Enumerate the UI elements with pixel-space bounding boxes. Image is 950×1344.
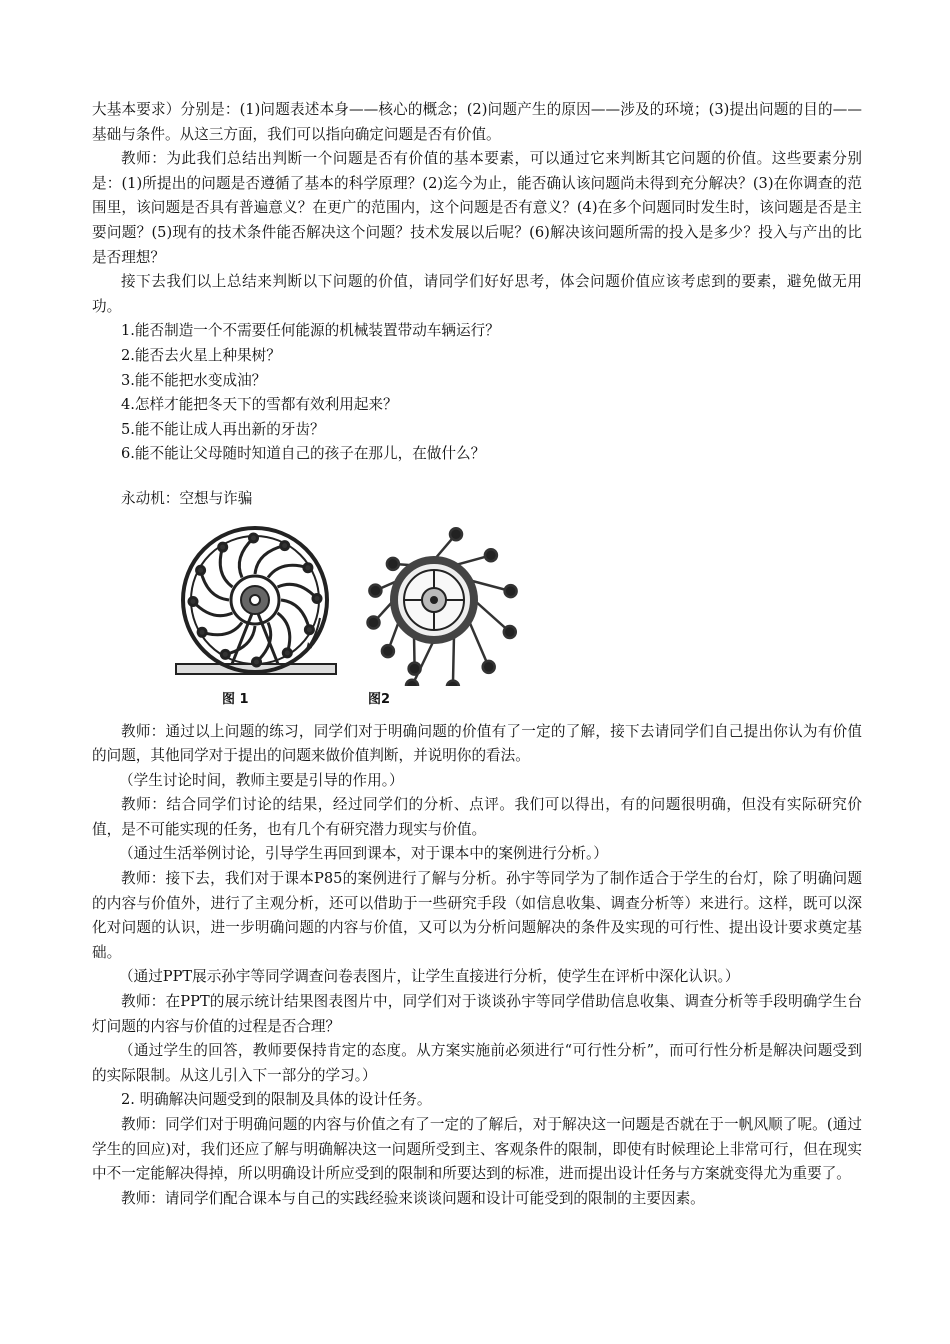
paragraph-teacher-2: 教师：结合同学们讨论的结果，经过同学们的分析、点评。我们可以得出，有的问题很明确，但没有实际研究价值，是不可能实现的任务，也有几个有研究潜力现实与价值。 — [92, 796, 862, 838]
figure-section-title: 永动机：空想与诈骗 — [121, 489, 253, 507]
wheel-ball — [198, 628, 206, 636]
paragraph-teacher-1: 教师：通过以上问题的练习，同学们对于明确问题的价值有了一定的了解，接下去请同学们自己提出你认为有价值的问题，其他同学对于提出的问题来做价值判断，并说明你的看法。 — [92, 722, 862, 765]
wheel-ball — [197, 566, 205, 574]
arm-weight-ball — [368, 616, 380, 628]
arm-weight-ball — [369, 584, 381, 596]
figures-row — [92, 514, 862, 706]
wheel-ball — [189, 597, 197, 605]
paragraph-teacher-4: 教师：在PPT的展示统计结果图表图片中，同学们对于谈谈孙宇等同学借助信息收集、调查分析等手段明确学生台灯问题的内容与价值的过程是否合理？ — [92, 993, 862, 1035]
paragraph-teacher-5: 教师：同学们对于明确问题的内容与价值之有了一定的了解后，对于解决这一问题是否就在于一帆风顺了呢。(通过学生的回应)对，我们还应了解与明确解决这一问题所受到主、客观条件的限制，即使有时候理论上非常可行，但在现实中不一定能解决得掉，所以明确设计所应受到的限制和所要达到的标准，进而提出设计任务与方案就变得尤为重要了。 — [92, 1116, 862, 1183]
question-item: 3.能不能把水变成油？ — [121, 371, 267, 389]
wheel-spoke — [278, 613, 290, 653]
paragraph-teacher-6: 教师：请同学们配合课本与自己的实践经验来谈谈问题和设计可能受到的限制的主要因素。 — [121, 1189, 705, 1207]
wheel-ball — [305, 625, 313, 633]
wheel-spoke — [201, 570, 229, 600]
question-item: 6.能不能让父母随时知道自己的孩子在那儿，在做什么？ — [121, 445, 486, 463]
paragraph-note-3: （通过PPT展示孙宇等同学调查问卷表图片，让学生直接进行分析，使学生在评析中深化认识。） — [119, 968, 740, 986]
wheel-spoke — [281, 600, 309, 630]
arm-weight-ball — [450, 528, 462, 540]
question-item: 4.怎样才能把冬天下的雪都有效利用起来？ — [121, 396, 398, 414]
wheel-arm — [453, 634, 454, 685]
paragraph-note-4: （通过学生的回答，教师要保持肯定的态度。从方案实施前必须进行“可行性分析”，而可行性分析是解决问题受到的实际限制。从这儿引入下一部分的学习。） — [92, 1042, 862, 1084]
paragraph-continuation: 大基本要求）分别是：(1)问题表述本身——核心的概念；(2)问题产生的原因——涉及的环境；(3)提出问题的目的——基础与条件。从这三方面，我们可以指向确定问题是否有价值。 — [92, 101, 862, 143]
wheel-ball — [281, 541, 289, 549]
wheel-spoke — [255, 545, 285, 573]
question-item: 1.能否制造一个不需要任何能源的机械装置带动车辆运行？ — [121, 322, 500, 340]
wheel-ball — [250, 534, 258, 542]
paragraph-note-1: （学生讨论时间，教师主要是引导的作用。） — [119, 771, 404, 789]
wheel-spoke — [278, 584, 318, 598]
arm-weight-ball — [483, 660, 495, 672]
paragraph-teacher-elements: 教师：为此我们总结出判断一个问题是否有价值的基本要素，可以通过它来判断其它问题的价值。这些要素分别是：(1)所提出的问题是否遵循了基本的科学原理？(2)迄今为止，能否确认该问题尚未得到充分解决？(3)在你调查的范围里，该问题是否具有普遍意义？在更广的范围内，这个问题是否有意义？(4)在多个问题同时发生时，该问题是否是主要问题？(5)现有的技术条件能否解决这个问题？技术发展以后呢？(6)解决该问题所需的投入是多少？投入与产出的比是否理想？ — [92, 150, 862, 266]
wheel-spoke — [220, 547, 232, 587]
arm-weight-ball — [485, 549, 497, 561]
arm-weight-ball — [409, 662, 421, 674]
arm-weight-ball — [505, 585, 517, 597]
wheel-ball — [219, 543, 227, 551]
arm-weight-ball — [504, 626, 516, 638]
perpetual-wheel-illustration — [170, 514, 340, 684]
wheel-ball — [283, 648, 291, 656]
question-item: 5.能不能让成人再出新的牙齿？ — [121, 420, 325, 438]
wheel-ball — [313, 594, 321, 602]
figure-1-caption: 图 1 — [222, 691, 249, 707]
wheel-spoke — [202, 622, 242, 634]
wheel-spoke — [239, 538, 253, 578]
section-heading-2: 2. 明确解决问题受到的限制及具体的设计任务。 — [121, 1091, 432, 1109]
wheel-arm — [469, 620, 489, 667]
arm-weight-ball — [382, 645, 394, 657]
paragraph-instruction: 接下去我们以上总结来判断以下问题的价值，请同学们好好思考，体会问题价值应该考虑到的要素，避免做无用功。 — [92, 273, 862, 315]
wheel-spoke — [193, 601, 233, 615]
figure-2-caption: 图2 — [368, 691, 391, 707]
question-item: 2.能否去火星上种果树？ — [121, 346, 281, 364]
paragraph-teacher-3: 教师：接下去，我们对于课本P85的案例进行了解与分析。孙宇等同学为了制作适合于学生的台灯，除了明确问题的内容与价值外，进行了主观分析，还可以借助于一些研究手段（如信息收集、调查分析等）来进行。这样，既可以深化对问题的认识，进一步明确问题的内容与价值，又可以为分析问题解决的条件及实现的可行性、提出设计要求奠定基础。 — [92, 870, 862, 961]
paragraph-note-2: （通过生活举例讨论，引导学生再回到课本，对于课本中的案例进行分析。） — [119, 845, 608, 863]
figure-2-weighted-wheel — [342, 514, 528, 707]
arm-weight-ball — [406, 679, 418, 685]
wheel-spoke — [268, 565, 308, 577]
arm-weight-ball — [387, 557, 399, 569]
wheel-ball — [221, 650, 229, 658]
document-page — [92, 98, 862, 1211]
wheel-ball — [253, 658, 261, 666]
arm-weight-ball — [447, 680, 459, 685]
wheel-ball — [304, 563, 312, 571]
figure-1-wheel — [170, 514, 340, 707]
weighted-arm-wheel-illustration — [342, 514, 528, 686]
